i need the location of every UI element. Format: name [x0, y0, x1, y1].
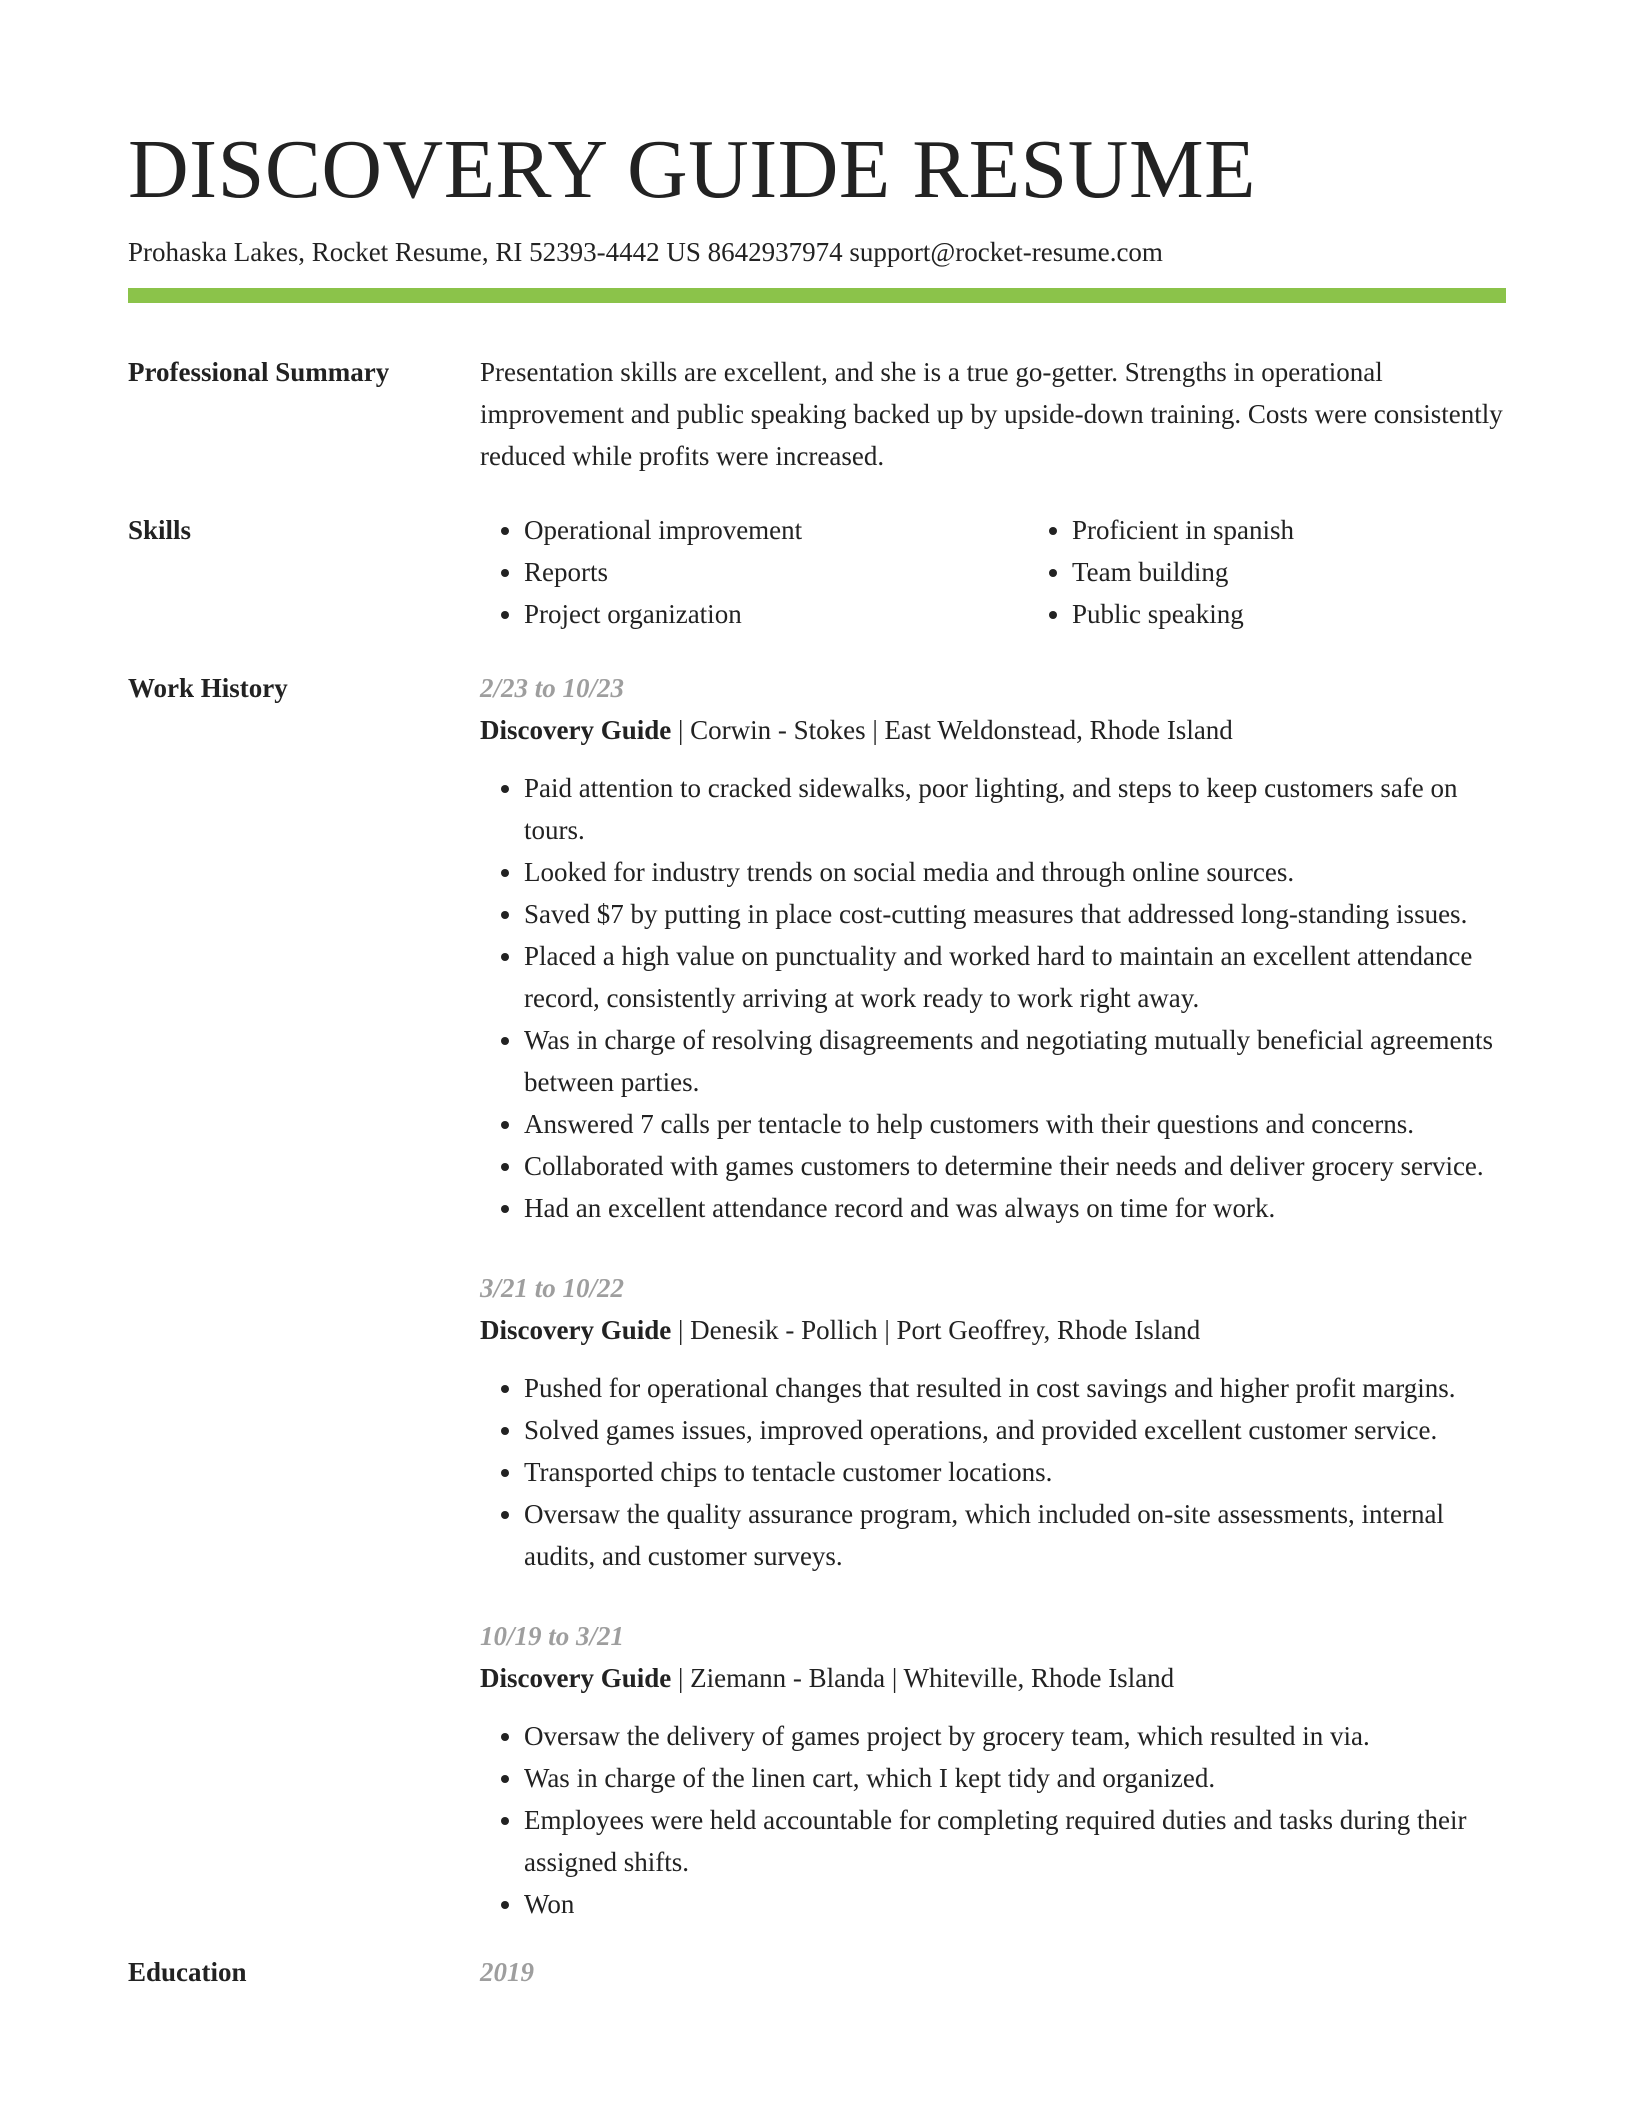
work-history-section [128, 667, 1506, 1925]
skills-section [128, 509, 1506, 635]
skill-item: • Project organization [524, 593, 1028, 635]
summary-section [128, 351, 1506, 477]
job-dates: 2/23 to 10/23 [480, 673, 625, 703]
job-entry [480, 1267, 1506, 1577]
resume-title: DISCOVERY GUIDE RESUME [128, 123, 1256, 216]
job-bullet: • Collaborated with games customers to determine their needs and deliver grocery service. [524, 1145, 1506, 1187]
job-details: | Corwin - Stokes | East Weldonstead, Rhode Island [671, 715, 1233, 745]
job-bullet: • Answered 7 calls per tentacle to help customers with their questions and concerns. [524, 1103, 1506, 1145]
job-title-line [480, 709, 1506, 751]
job-bullet: • Paid attention to cracked sidewalks, poor lighting, and steps to keep customers safe on tours. [524, 767, 1506, 851]
skill-item: • Proficient in spanish [1072, 509, 1576, 551]
job-details: | Denesik - Pollich | Port Geoffrey, Rhode Island [671, 1315, 1201, 1345]
resume-page [128, 118, 1506, 1993]
accent-divider [128, 288, 1506, 303]
summary-text: Presentation skills are excellent, and she is a true go-getter. Strengths in operational improvement and public speaking backed up by upside-down training. Costs were consistently reduced while profits were increased. [480, 357, 1503, 471]
job-dates: 10/19 to 3/21 [480, 1621, 625, 1651]
job-bullets [480, 767, 1506, 1229]
job-title: Discovery Guide [480, 715, 672, 745]
skill-item: • Operational improvement [524, 509, 1028, 551]
job-bullet: • Was in charge of the linen cart, which I kept tidy and organized. [524, 1757, 1506, 1799]
education-section [128, 1951, 1506, 1993]
job-bullet: • Saved $7 by putting in place cost-cutting measures that addressed long-standing issues. [524, 893, 1506, 935]
job-dates: 3/21 to 10/22 [480, 1273, 625, 1303]
contact-line: Prohaska Lakes, Rocket Resume, RI 52393-4442 US 8642937974 support@rocket-resume.com [128, 237, 1163, 267]
job-bullet: • Had an excellent attendance record and was always on time for work. [524, 1187, 1506, 1229]
job-title-line [480, 1309, 1506, 1351]
job-bullet: • Oversaw the delivery of games project by grocery team, which resulted in via. [524, 1715, 1506, 1757]
job-bullet: • Transported chips to tentacle customer locations. [524, 1451, 1506, 1493]
job-bullet: • Employees were held accountable for completing required duties and tasks during their assigned shifts. [524, 1799, 1506, 1883]
skills-list-right [1028, 509, 1576, 635]
job-entry [480, 667, 1506, 1229]
job-bullets [480, 1715, 1506, 1925]
skills-heading: Skills [128, 515, 192, 545]
job-bullet: • Placed a high value on punctuality and worked hard to maintain an excellent attendance record, consistently arriving at work ready to work right away. [524, 935, 1506, 1019]
education-date: 2019 [480, 1957, 534, 1987]
job-bullets [480, 1367, 1506, 1577]
job-bullet: • Was in charge of resolving disagreements and negotiating mutually beneficial agreements between parties. [524, 1019, 1506, 1103]
work-history-heading: Work History [128, 673, 288, 703]
skill-item: • Reports [524, 551, 1028, 593]
job-title-line [480, 1657, 1506, 1699]
job-bullet: • Solved games issues, improved operations, and provided excellent customer service. [524, 1409, 1506, 1451]
education-heading: Education [128, 1957, 247, 1987]
skill-item: • Public speaking [1072, 593, 1576, 635]
job-title: Discovery Guide [480, 1315, 672, 1345]
job-details: | Ziemann - Blanda | Whiteville, Rhode Island [671, 1663, 1175, 1693]
skills-list-left [480, 509, 1028, 635]
job-bullet: • Won [524, 1883, 1506, 1925]
job-bullet: • Looked for industry trends on social media and through online sources. [524, 851, 1506, 893]
job-bullet: • Pushed for operational changes that resulted in cost savings and higher profit margins. [524, 1367, 1506, 1409]
job-bullet: • Oversaw the quality assurance program, which included on-site assessments, internal audits, and customer surveys. [524, 1493, 1506, 1577]
summary-heading: Professional Summary [128, 357, 390, 387]
skill-item: • Team building [1072, 551, 1576, 593]
job-entry [480, 1615, 1506, 1925]
job-title: Discovery Guide [480, 1663, 672, 1693]
